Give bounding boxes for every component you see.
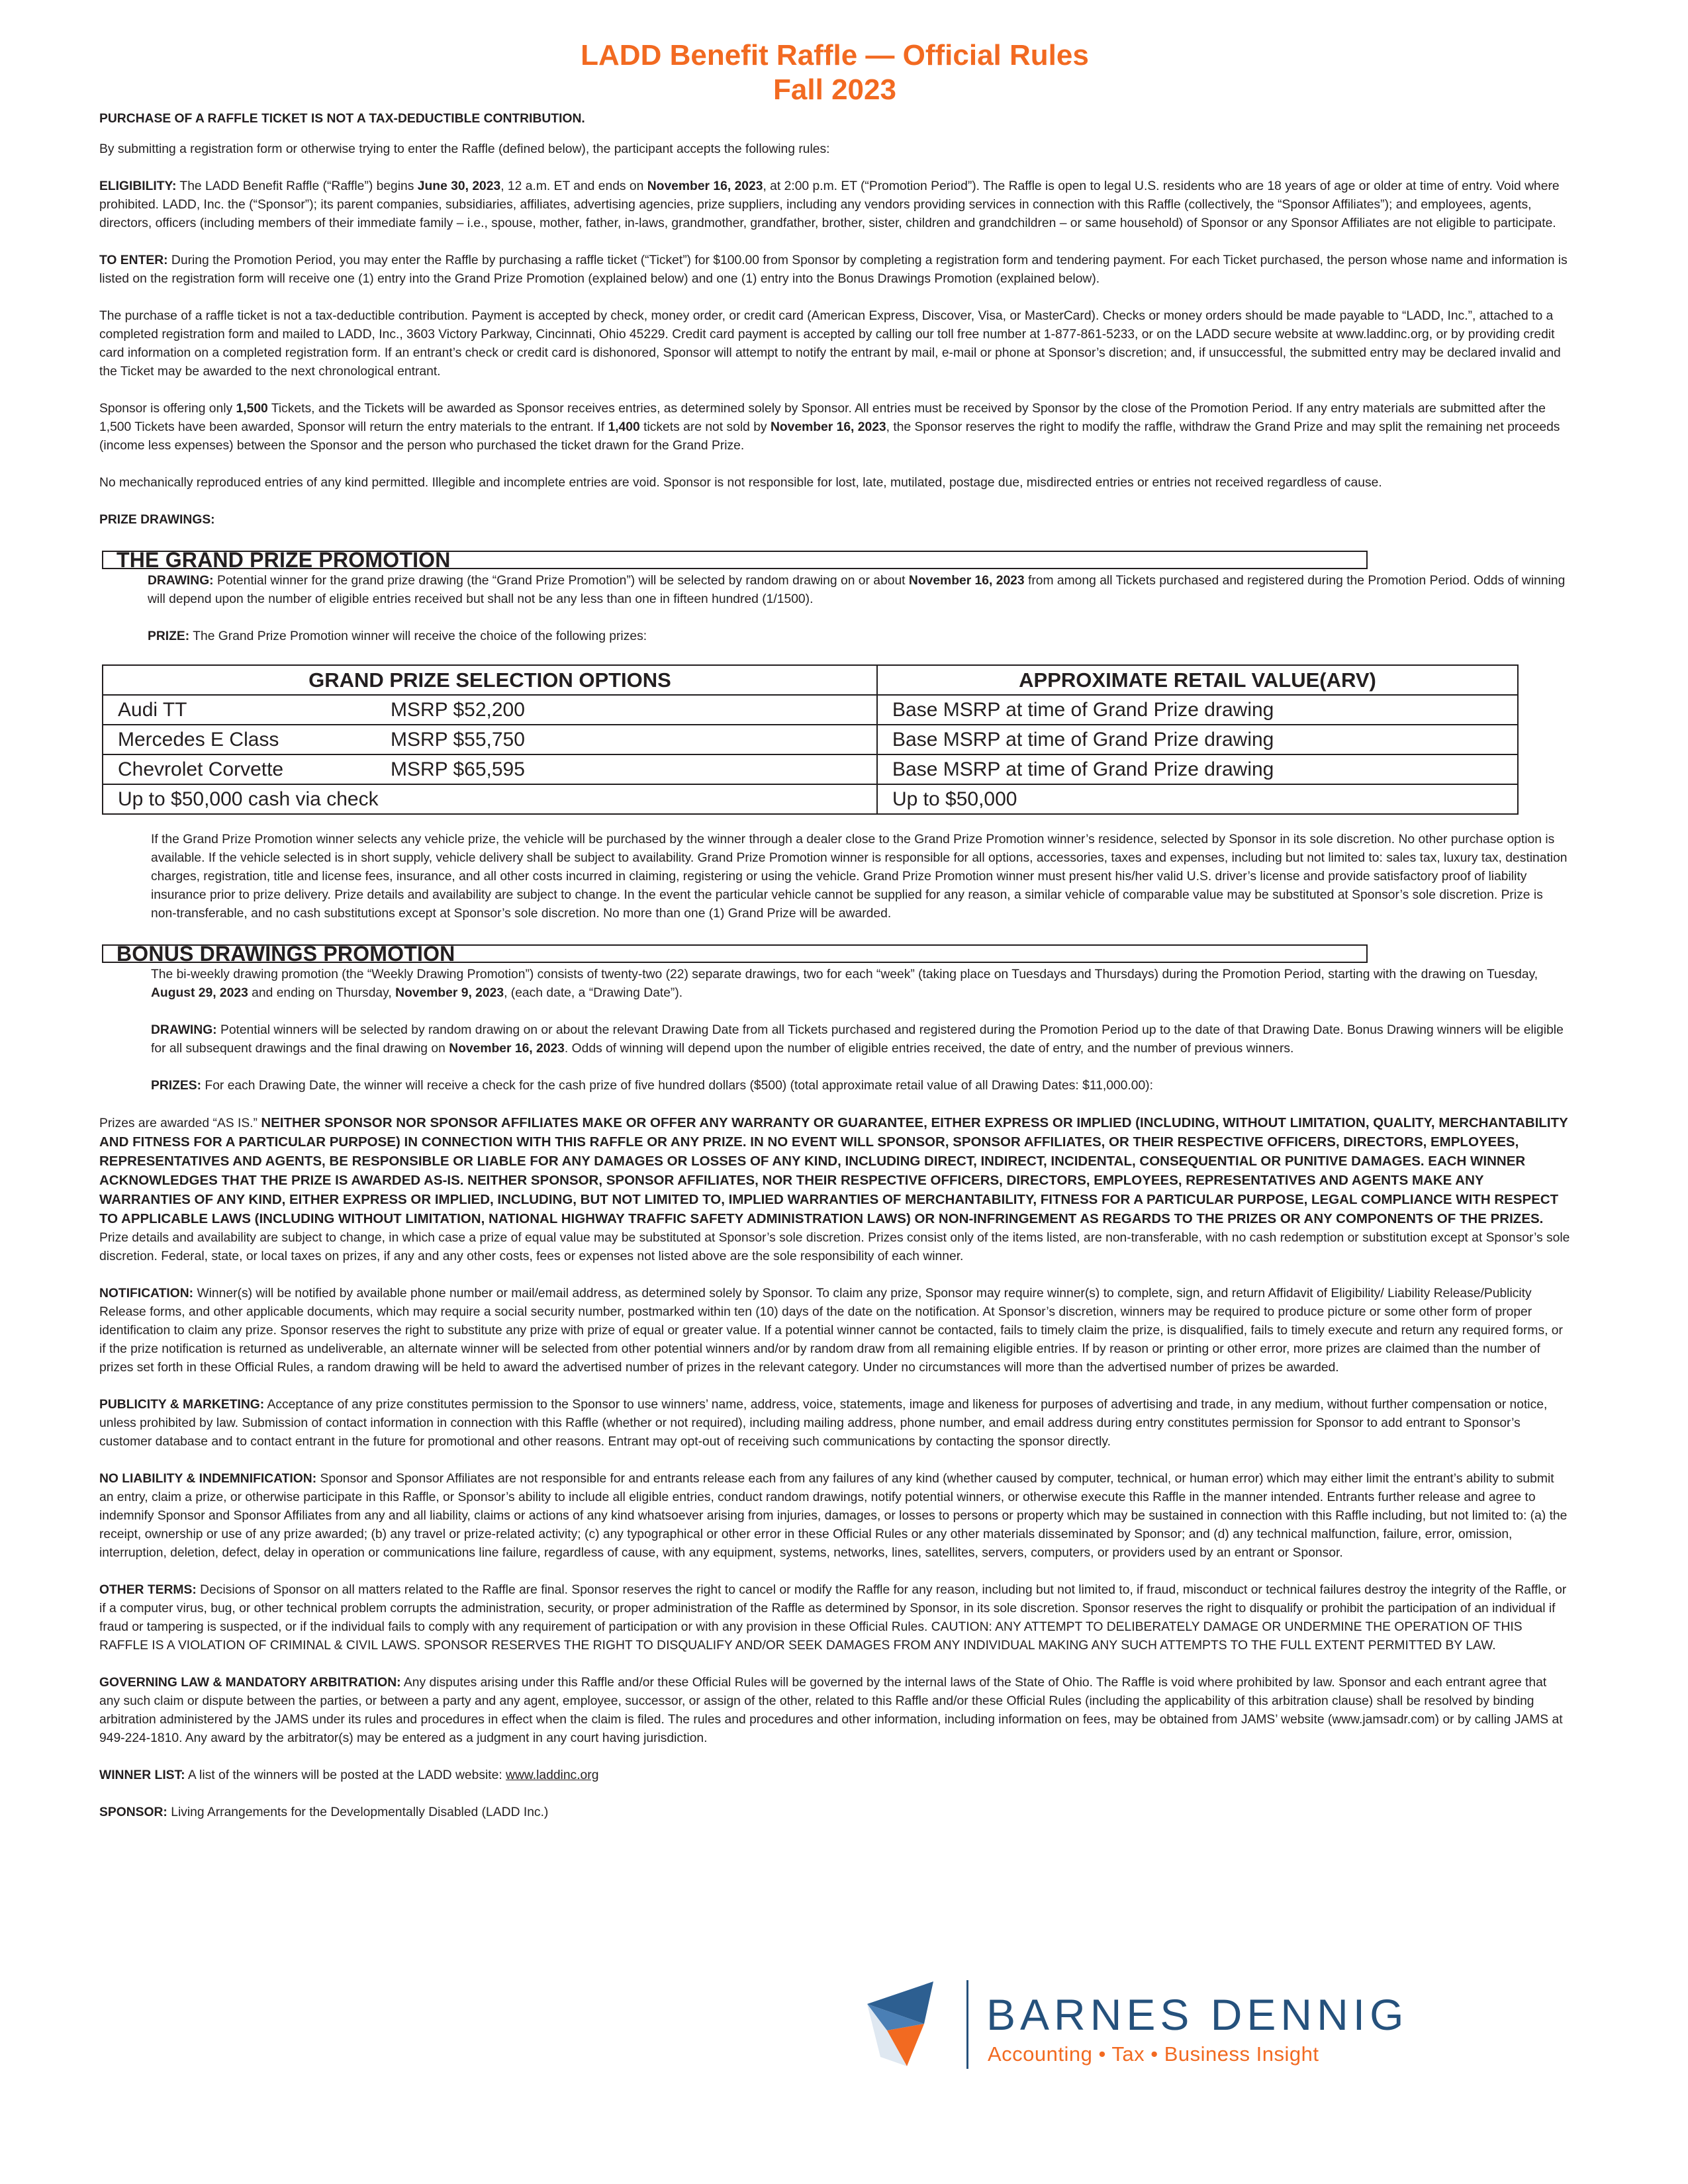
prize-option-cell (103, 725, 877, 754)
intro-text: By submitting a registration form or otherwise trying to enter the Raffle (defined below), the participant accepts the following rules: (99, 142, 830, 156)
notification-paragraph (99, 1285, 1570, 1377)
eligibility-paragraph (99, 177, 1570, 233)
eligibility-text-2: , 12 a.m. ET and ends on (500, 179, 647, 193)
bonus-drawing-paragraph (151, 1021, 1570, 1058)
tickets-date: November 16, 2023 (770, 420, 886, 434)
bonus-intro-text-3: , (each date, a “Drawing Date”). (504, 986, 683, 1000)
prize-option-cell (103, 754, 877, 784)
document-title (99, 38, 1570, 107)
publicity-paragraph (99, 1396, 1570, 1451)
prize-arv-cell: Base MSRP at time of Grand Prize drawing (877, 754, 1518, 784)
prize-option-cell (103, 784, 877, 814)
grand-prize-heading: THE GRAND PRIZE PROMOTION (117, 548, 451, 572)
publicity-text: Acceptance of any prize constitutes permission to the Sponsor to use winners’ name, address, voice, statements, image and likeness for purposes of advertising and trade, in any medium, without further compensation or notice, unless prohibited by law. Submission of contact information in connection with this Raffle (whether or not required), including mailing address, phone number, and email address during entry constitutes permission for Sponsor to add entrant to Sponsor’s customer database and to contact entrant in the future for promotional and other reasons. Entrant may opt-out of receiving such communications by contacting the sponsor directly. (99, 1398, 1548, 1449)
tickets-text-4: , the Sponsor reserves the right to modify the raffle, withdraw the Grand Prize and may split the remaining net proceeds (income less expenses) between the Sponsor and the person who purchased the ticket drawn for the Grand Prize. (99, 420, 1560, 453)
table-row (103, 695, 1518, 725)
other-terms-label: OTHER TERMS: (99, 1583, 197, 1597)
grand-prize-paragraph (148, 627, 1570, 646)
table-header-row (103, 665, 1518, 695)
prize-arv-cell: Base MSRP at time of Grand Prize drawing (877, 695, 1518, 725)
title-line1: LADD Benefit Raffle — Official Rules (581, 39, 1089, 71)
sponsor-text: Living Arrangements for the Developmentally Disabled (LADD Inc.) (167, 1805, 549, 1819)
grand-drawing-text-2: from among all Tickets purchased and registered during the Promotion Period. Odds of winning will depend upon the number of eligible entries received but shall not be any less than one in fifteen hundred (1/1500). (148, 574, 1566, 606)
prize-msrp: MSRP $52,200 (391, 698, 525, 721)
eligibility-end-date: November 16, 2023 (647, 179, 763, 193)
barnes-dennig-logo (861, 1976, 1470, 2075)
prize-name: Audi TT (118, 698, 187, 721)
winner-list-paragraph (99, 1766, 1570, 1785)
title-line2: Fall 2023 (773, 73, 896, 106)
grand-drawing-paragraph (148, 572, 1570, 609)
as-is-paragraph (99, 1114, 1570, 1266)
to-enter-text: During the Promotion Period, you may enter the Raffle by purchasing a raffle ticket (“Ticket”) for $100.00 from Sponsor by completing a registration form and tendering payment. For each Ticket purchased, the person whose name and information is listed on the registration form will receive one (1) entry into the Grand Prize Promotion (explained below) and one (1) entry into the Bonus Drawings Promotion (explained below). (99, 253, 1568, 286)
tickets-total: 1,500 (236, 402, 268, 416)
prize-name: Mercedes E Class (118, 728, 279, 751)
table-row (103, 754, 1518, 784)
prize-drawings-label: PRIZE DRAWINGS: (99, 513, 215, 527)
eligibility-text-1: The LADD Benefit Raffle (“Raffle”) begins (176, 179, 418, 193)
grand-prize-heading-box (102, 548, 1368, 572)
tax-notice: PURCHASE OF A RAFFLE TICKET IS NOT A TAX-DEDUCTIBLE CONTRIBUTION. (99, 112, 585, 126)
bonus-prizes-paragraph (151, 1077, 1570, 1095)
ladd-website-link[interactable]: www.laddinc.org (506, 1768, 599, 1782)
to-enter-label: TO ENTER: (99, 253, 168, 267)
bonus-drawing-date: November 16, 2023 (449, 1042, 565, 1056)
publicity-label: PUBLICITY & MARKETING: (99, 1398, 265, 1412)
liability-label: NO LIABILITY & INDEMNIFICATION: (99, 1472, 317, 1486)
prize-arv-cell: Up to $50,000 (877, 784, 1518, 814)
bonus-prizes-text: For each Drawing Date, the winner will receive a check for the cash prize of five hundred dollars ($500) (total approximate retail value of all Drawing Dates: $11,000.00): (201, 1079, 1153, 1093)
prize-msrp: MSRP $55,750 (391, 728, 525, 751)
bonus-drawing-text-2: . Odds of winning will depend upon the number of eligible entries received, the date of entry, and the number of previous winners. (564, 1042, 1294, 1056)
rules-document (99, 38, 1570, 1822)
bonus-drawing-label: DRAWING: (151, 1023, 217, 1037)
bonus-intro-paragraph (151, 966, 1570, 1003)
sponsor-label: SPONSOR: (99, 1805, 167, 1819)
logo-tagline: Accounting • Tax • Business Insight (988, 2042, 1319, 2066)
grand-drawing-label: DRAWING: (148, 574, 214, 588)
notification-label: NOTIFICATION: (99, 1287, 194, 1300)
other-terms-text: Decisions of Sponsor on all matters related to the Raffle are final. Sponsor reserves the right to cancel or modify the Raffle for any reason, including but not limited to, if fraud, misconduct or technical failures destroy the integrity of the Raffle, or if a computer virus, bug, or other technical problem corrupts the administration, security, or proper administration of the Raffle as determined by Sponsor, in its sole discretion. Sponsor reserves the right to disqualify or prohibit the participation of an individual if fraud or tampering is suspected, or if the individual fails to comply with any requirement of participation or with any provision in these Official Rules. CAUTION: ANY ATTEMPT TO DELIBERATELY DAMAGE OR UNDERMINE THE OPERATION OF THIS RAFFLE IS A VIOLATION OF CRIMINAL & CIVIL LAWS. SPONSOR RESERVES THE RIGHT TO DISQUALIFY AND/OR SEEK DAMAGES FROM ANY INDIVIDUAL MAKING ANY SUCH ATTEMPTS TO THE FULL EXTENT PERMITTED BY LAW. (99, 1583, 1567, 1653)
prize-arv-cell: Base MSRP at time of Grand Prize drawing (877, 725, 1518, 754)
bonus-end-date: November 9, 2023 (395, 986, 504, 1000)
table-row (103, 784, 1518, 814)
governing-law-paragraph (99, 1674, 1570, 1748)
table-row (103, 725, 1518, 754)
grand-prize-table (102, 664, 1519, 815)
as-is-lead: Prizes are awarded “AS IS.” (99, 1116, 261, 1130)
grand-prize-label: PRIZE: (148, 629, 190, 643)
table-header-arv: APPROXIMATE RETAIL VALUE(ARV) (877, 665, 1518, 695)
prize-name: Chevrolet Corvette (118, 758, 284, 780)
winner-list-text: A list of the winners will be posted at the LADD website: (185, 1768, 506, 1782)
bonus-intro-text-1: The bi-weekly drawing promotion (the “Weekly Drawing Promotion”) consists of twenty-two (22) separate drawings, two for each “week” (taking place on Tuesdays and Thursdays) during the Promotion Period, starting with the drawing on Tuesday, (151, 968, 1538, 981)
logo-name: BARNES DENNIG (986, 1990, 1409, 2039)
governing-law-label: GOVERNING LAW & MANDATORY ARBITRATION: (99, 1676, 401, 1690)
grand-prize-text: The Grand Prize Promotion winner will receive the choice of the following prizes: (189, 629, 647, 643)
tickets-text-2: Tickets, and the Tickets will be awarded as Sponsor receives entries, as determined solely by Sponsor. All entries must be received by Sponsor by the close of the Promotion Period. If any entry materials are submitted after the 1,500 Tickets have been awarded, Sponsor will return the entry materials to the entrant. If (99, 402, 1546, 434)
bonus-heading-box (102, 942, 1368, 966)
logo-divider (966, 1980, 968, 2069)
prize-option-cell (103, 695, 877, 725)
tickets-text-1: Sponsor is offering only (99, 402, 236, 416)
tickets-text-3: tickets are not sold by (639, 420, 771, 434)
eligibility-label: ELIGIBILITY: (99, 179, 177, 193)
mechanical-entries-paragraph: No mechanically reproduced entries of any kind permitted. Illegible and incomplete entries are void. Sponsor is not responsible for lost, late, mutilated, postage due, misdirected entries or entries not received regardless of cause. (99, 476, 1382, 490)
winner-list-label: WINNER LIST: (99, 1768, 185, 1782)
bonus-intro-text-2: and ending on Thursday, (248, 986, 396, 1000)
payment-paragraph: The purchase of a raffle ticket is not a tax-deductible contribution. Payment is accepted by check, money order, or credit card (American Express, Discover, Visa, or MasterCard). Checks or money orders should be made payable to “LADD, Inc.”, attached to a completed registration form and mailed to LADD, Inc., 3603 Victory Parkway, Cincinnati, Ohio 45229. Credit card payment is accepted by calling our toll free number at 1-877-861-5233, or on the LADD secure website at www.laddinc.org, or by providing credit card information on a completed registration form. If an entrant’s check or credit card is dishonored, Sponsor will attempt to notify the entrant by mail, e-mail or phone at Sponsor’s discretion; and, if unsuccessful, the submitted entry may be declared invalid and the Ticket may be awarded to the next chronological entrant. (99, 309, 1561, 379)
tickets-minimum: 1,400 (608, 420, 640, 434)
to-enter-paragraph (99, 251, 1570, 289)
notification-text: Winner(s) will be notified by available phone number or mail/email address, as determined solely by Sponsor. To claim any prize, Sponsor may require winner(s) to complete, sign, and return Affidavit of Eligibility/ Liability Release/Publicity Release forms, and other applicable documents, which may require a social security number, postmarked within ten (10) days of the date on the notification. At Sponsor’s discretion, winners may be required to produce picture or some other form of proper identification to claim any prize. Sponsor reserves the right to substitute any prize with prize of equal or greater value. If a potential winner cannot be contacted, fails to timely claim the prize, is disqualified, fails to timely execute and return any required forms, or if the prize notification is returned as undeliverable, an alternate winner will be selected from other potential winners and/or by random draw from all remaining eligible entries. If by reason or printing or other error, more prizes are claimed than the number of prizes set forth in these Official Rules, a random drawing will be held to award the advertised number of prizes in the relevant category. Under no circumstances will more than the advertised number of prizes be awarded. (99, 1287, 1563, 1375)
governing-law-text: Any disputes arising under this Raffle and/or these Official Rules will be governed by the internal laws of the State of Ohio. The Raffle is void where prohibited by law. Sponsor and each entrant agree that any such claim or dispute between the parties, or between a party and any agent, employee, successor, or assign of the other, related to this Raffle and/or these Official Rules (including the applicability of this arbitration clause) shall be resolved by binding arbitration administered by the JAMS under its rules and procedures in effect when the claim is filed. The rules and procedures and other information, including information on fees, may be obtained from JAMS’ website (www.jamsadr.com) or by calling JAMS at 949-224-1810. Any award by the arbitrator(s) may be entered as a judgment in any court having jurisdiction. (99, 1676, 1563, 1745)
liability-paragraph (99, 1470, 1570, 1563)
as-is-tail: Prize details and availability are subject to change, in which case a prize of equal value may be substituted at Sponsor’s sole discretion. Prizes consist only of the items listed, are non-transferable, with no cash redemption or substitution except at Sponsor’s sole discretion. Federal, state, or local taxes on prizes, if any and any other costs, fees or expenses not listed above are the sole responsibility of each winner. (99, 1231, 1570, 1263)
prize-name: Up to $50,000 cash via check (118, 788, 379, 810)
eligibility-start-date: June 30, 2023 (417, 179, 501, 193)
prize-msrp: MSRP $65,595 (391, 758, 525, 780)
bonus-heading: BONUS DRAWINGS PROMOTION (117, 942, 455, 966)
bonus-prizes-label: PRIZES: (151, 1079, 202, 1093)
grand-drawing-text-1: Potential winner for the grand prize drawing (the “Grand Prize Promotion”) will be selected by random drawing on or about (213, 574, 909, 588)
bonus-drawing-text-1: Potential winners will be selected by random drawing on or about the relevant Drawing Date from all Tickets purchased and registered during the Promotion Period up to the date of that Drawing Date. Bonus Drawing winners will be eligible for all subsequent drawings and the final drawing on (151, 1023, 1564, 1056)
grand-drawing-date: November 16, 2023 (908, 574, 1025, 588)
table-header-options: GRAND PRIZE SELECTION OPTIONS (103, 665, 877, 695)
sponsor-paragraph (99, 1803, 1570, 1822)
tickets-paragraph (99, 400, 1570, 455)
liability-text: Sponsor and Sponsor Affiliates are not responsible for and entrants release each from any failures of any kind (whether caused by computer, technical, or human error) which may either limit the entrant’s ability to submit an entry, claim a prize, or otherwise participate in this Raffle, or Sponsor’s ability to include all eligible entries, conduct random drawings, notify potential winners, or otherwise execute this Raffle in the manner intended. Entrants further release and agree to indemnify Sponsor and Sponsor Affiliates from any and all liability, claims or actions of any kind whatsoever arising from injuries, damages, or losses to persons or property which may be sustained in connection with this Raffle including, but not limited to: (a) the receipt, ownership or use of any prize awarded; (b) any travel or prize-related activity; (c) any typographical or other error in these Official Rules or any other materials disseminated by Sponsor; and (d) any technical malfunction, failure, error, omission, interruption, deletion, defect, delay in operation or communications line failure, regardless of cause, with any equipment, systems, networks, lines, satellites, servers, computers, or providers used by an entrant or Sponsor. (99, 1472, 1568, 1560)
warranty-disclaimer: NEITHER SPONSOR NOR SPONSOR AFFILIATES MAKE OR OFFER ANY WARRANTY OR GUARANTEE, EITHER EXPRESS OR IMPLIED (INCLUDING, WITHOUT LIMITATION, QUALITY, MERCHANTABILITY AND FITNESS FOR A PARTICULAR PURPOSE) IN CONNECTION WITH THIS RAFFLE OR ANY PRIZE. IN NO EVENT WILL SPONSOR, SPONSOR AFFILIATES, OR THEIR RESPECTIVE OFFICERS, DIRECTORS, EMPLOYEES, REPRESENTATIVES AND AGENTS, BE RESPONSIBLE OR LIABLE FOR ANY DAMAGES OR LOSSES OF ANY KIND, INCLUDING DIRECT, INDIRECT, INCIDENTAL, CONSEQUENTIAL OR PUNITIVE DAMAGES. EACH WINNER ACKNOWLEDGES THAT THE PRIZE IS AWARDED AS-IS. NEITHER SPONSOR, SPONSOR AFFILIATES, NOR THEIR RESPECTIVE OFFICERS, DIRECTORS, EMPLOYEES, REPRESENTATIVES AND AGENTS MAKE ANY WARRANTIES OF ANY KIND, EITHER EXPRESS OR IMPLIED, INCLUDING, BUT NOT LIMITED TO, IMPLIED WARRANTIES OF MERCHANTABILITY, FITNESS FOR A PARTICULAR PURPOSE, LEGAL COMPLIANCE WITH RESPECT TO APPLICABLE LAWS (INCLUDING WITHOUT LIMITATION, NATIONAL HIGHWAY TRAFFIC SAFETY ADMINISTRATION LAWS) OR NON-INFRINGEMENT AS REGARDS TO THE PRIZES OR ANY COMPONENTS OF THE PRIZES. (99, 1115, 1568, 1226)
grand-prize-details: If the Grand Prize Promotion winner selects any vehicle prize, the vehicle will be purchased by the winner through a dealer close to the Grand Prize Promotion winner’s residence, selected by Sponsor in its sole discretion. No other purchase option is available. If the vehicle selected is in short supply, vehicle delivery shall be subject to availability. Grand Prize Promotion winner is responsible for all options, accessories, taxes and expenses, including but not limited to: sales tax, luxury tax, destination charges, registration, title and license fees, insurance, and all other costs incurred in claiming, registering or using the vehicle. Grand Prize Promotion winner must present his/her valid U.S. driver’s license and provide satisfactory proof of liability insurance prior to prize delivery. Prize details and availability are subject to change. In the event the particular vehicle cannot be supplied for any reason, a similar vehicle of comparable value may be substituted at Sponsor’s sole discretion. Prize is non-transferable, and no cash substitutions except at Sponsor’s sole discretion. No more than one (1) Grand Prize will be awarded. (151, 833, 1568, 921)
logo-mark-icon (861, 1978, 953, 2070)
bonus-start-date: August 29, 2023 (151, 986, 248, 1000)
eligibility-text-3: , at 2:00 p.m. ET (“Promotion Period”). The Raffle is open to legal U.S. residents who are 18 years of age or older at time of entry. Void where prohibited. LADD, Inc. the (“Sponsor”); its parent companies, subsidiaries, affiliates, advertising agencies, prize suppliers, including any vendors providing services in connection with this Raffle (collectively, the “Sponsor Affiliates”); and employees, agents, directors, officers (including members of their immediate family – i.e., spouse, mother, father, in-laws, grandmother, grandfather, brother, sister, children and grandchildren – or same household) of Sponsor or any Sponsor Affiliates are not eligible to participate. (99, 179, 1560, 230)
other-terms-paragraph (99, 1581, 1570, 1655)
